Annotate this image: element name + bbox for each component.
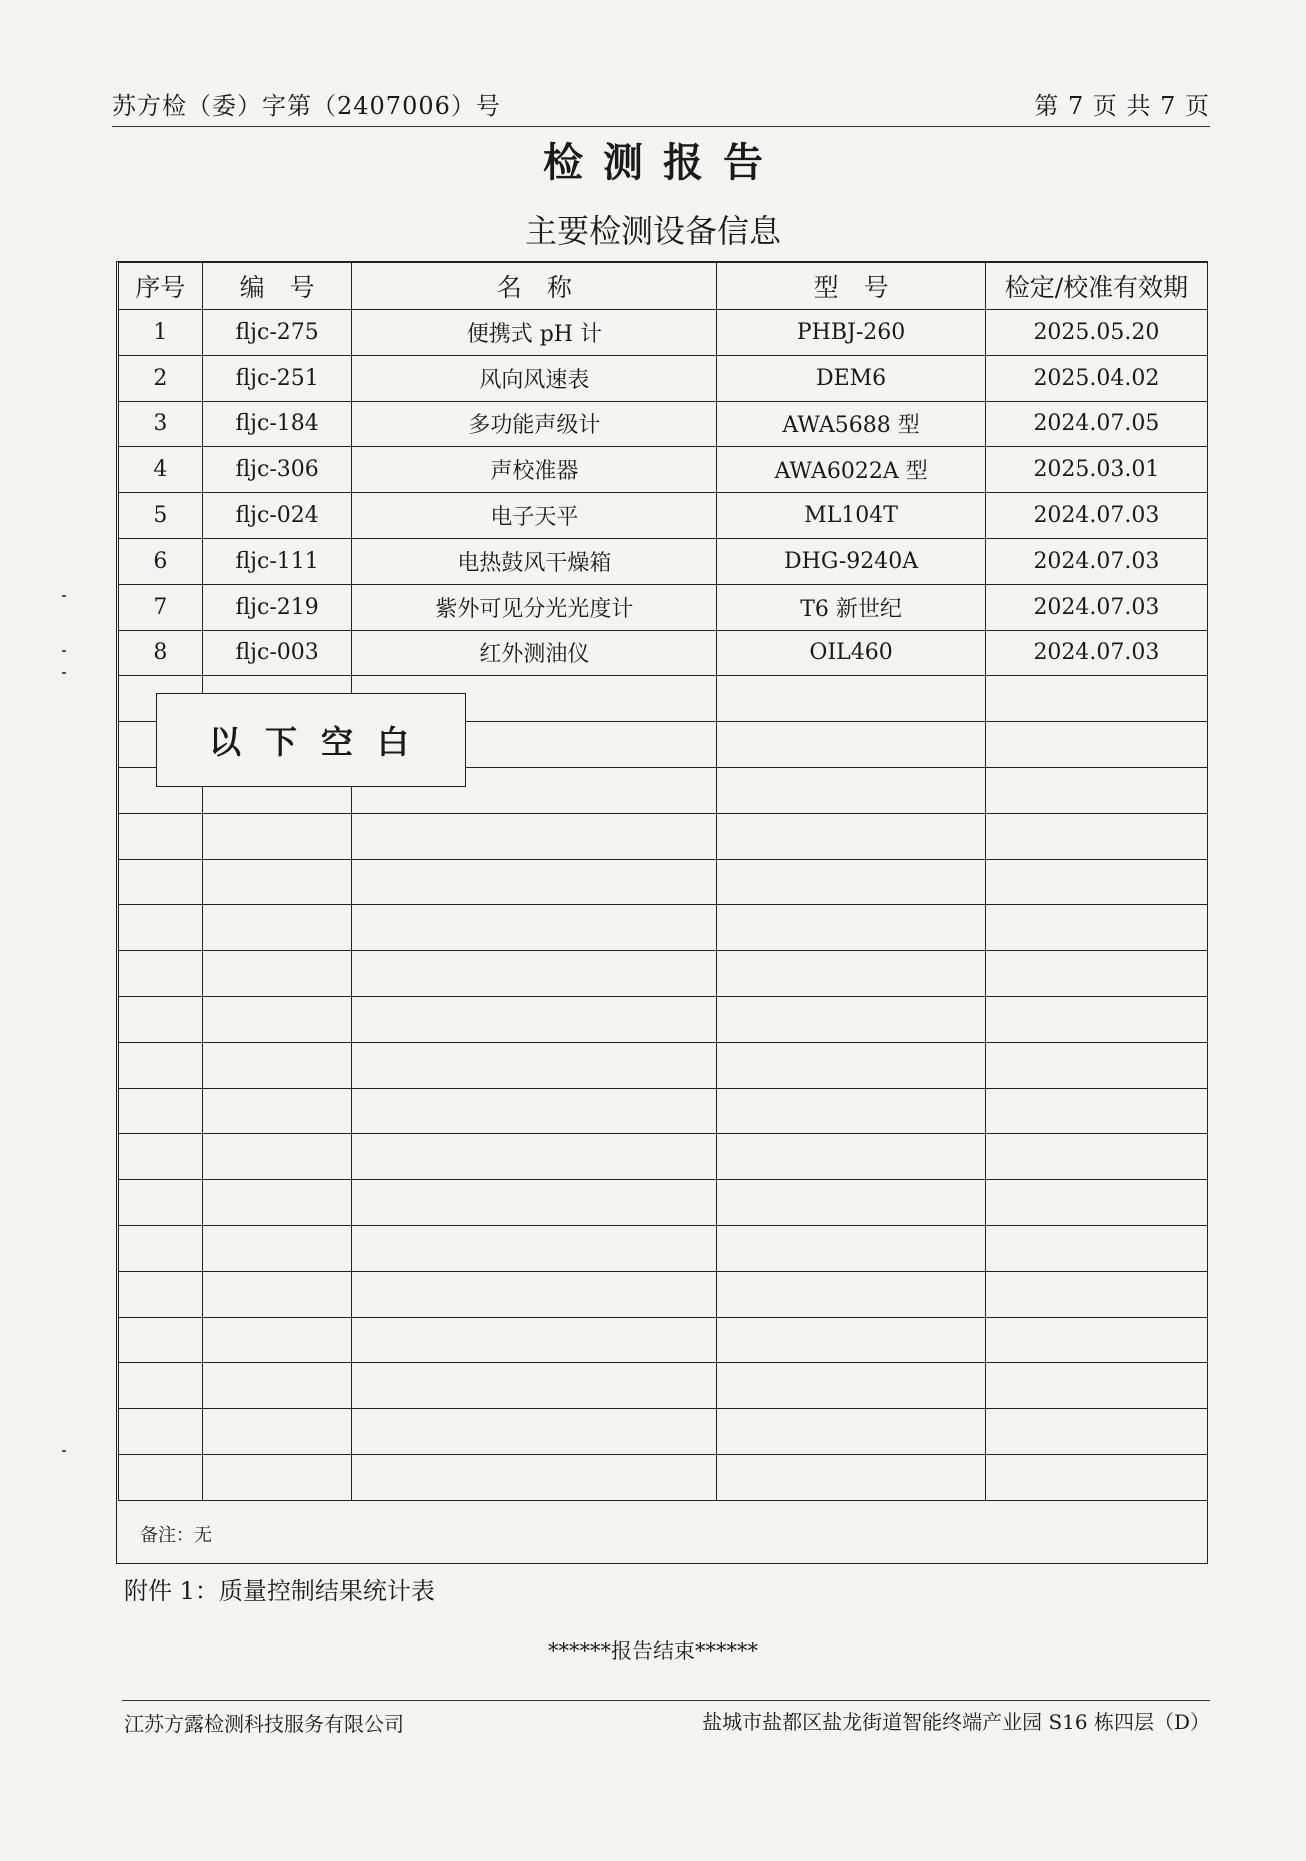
empty-row: [119, 1317, 1208, 1363]
empty-row: [119, 1088, 1208, 1134]
scan-mark: [62, 1450, 66, 1452]
cell-model: AWA5688 型: [717, 401, 986, 447]
cell-code: fljc-219: [202, 584, 352, 630]
cell-validity: 2024.07.03: [985, 584, 1207, 630]
document-subtitle: 主要检测设备信息: [524, 212, 781, 250]
empty-row: [119, 996, 1208, 1042]
empty-row: [119, 1454, 1208, 1500]
cell-name: 电热鼓风干燥箱: [352, 538, 717, 584]
cell-model: DEM6: [717, 355, 986, 401]
cell-model: PHBJ-260: [717, 310, 986, 356]
cell-code: fljc-024: [202, 493, 352, 539]
cell-no: 3: [119, 401, 203, 447]
col-header-no: 序号: [119, 263, 203, 310]
empty-row: [119, 813, 1208, 859]
scan-mark: [62, 650, 66, 652]
cell-name: 便携式 pH 计: [352, 310, 717, 356]
cell-code: fljc-003: [202, 630, 352, 676]
cell-model: AWA6022A 型: [717, 447, 986, 493]
report-number: 苏方检（委）字第（2407006）号: [112, 92, 501, 120]
cell-name: 电子天平: [352, 493, 717, 539]
cell-name: 紫外可见分光光度计: [352, 584, 717, 630]
table-row: [119, 310, 1208, 356]
col-header-code: 编 号: [202, 263, 352, 310]
empty-row: [119, 859, 1208, 905]
cell-validity: 2025.05.20: [985, 310, 1207, 356]
empty-row: [119, 1134, 1208, 1180]
cell-validity: 2024.07.03: [985, 493, 1207, 539]
cell-no: 1: [119, 310, 203, 356]
empty-row: [119, 1409, 1208, 1455]
empty-row: [119, 905, 1208, 951]
empty-row: [119, 1225, 1208, 1271]
cell-name: 风向风速表: [352, 355, 717, 401]
footer-divider: [122, 1700, 1210, 1701]
footer-address: 盐城市盐都区盐龙街道智能终端产业园 S16 栋四层（D）: [702, 1710, 1210, 1734]
table-row: [119, 401, 1208, 447]
document-title: 检测报告: [543, 139, 783, 186]
table-row: [119, 493, 1208, 539]
report-end-marker: ******报告结束******: [548, 1639, 758, 1663]
scan-mark: [62, 672, 66, 674]
scan-mark: [62, 595, 66, 597]
cell-no: 4: [119, 447, 203, 493]
cell-code: fljc-251: [202, 355, 352, 401]
cell-model: T6 新世纪: [717, 584, 986, 630]
cell-model: DHG-9240A: [717, 538, 986, 584]
cell-no: 7: [119, 584, 203, 630]
cell-model: OIL460: [717, 630, 986, 676]
cell-code: fljc-111: [202, 538, 352, 584]
col-header-validity: 检定/校准有效期: [985, 263, 1207, 310]
cell-no: 2: [119, 355, 203, 401]
table-row: [119, 630, 1208, 676]
remarks: 备注：无: [140, 1525, 212, 1546]
cell-model: ML104T: [717, 493, 986, 539]
cell-validity: 2024.07.03: [985, 630, 1207, 676]
equipment-table: [118, 262, 1208, 1501]
cell-validity: 2025.03.01: [985, 447, 1207, 493]
empty-row: [119, 951, 1208, 997]
cell-no: 5: [119, 493, 203, 539]
cell-no: 8: [119, 630, 203, 676]
cell-code: fljc-275: [202, 310, 352, 356]
cell-no: 6: [119, 538, 203, 584]
cell-name: 声校准器: [352, 447, 717, 493]
cell-validity: 2024.07.03: [985, 538, 1207, 584]
table-row: [119, 538, 1208, 584]
header-divider: [112, 126, 1210, 127]
page-info: 第 7 页 共 7 页: [1034, 92, 1210, 120]
empty-row: [119, 1271, 1208, 1317]
table-header-row: [119, 263, 1208, 310]
cell-code: fljc-306: [202, 447, 352, 493]
empty-row: [119, 1042, 1208, 1088]
table-row: [119, 584, 1208, 630]
table-row: [119, 355, 1208, 401]
cell-validity: 2025.04.02: [985, 355, 1207, 401]
col-header-model: 型 号: [717, 263, 986, 310]
empty-row: [119, 1180, 1208, 1226]
col-header-name: 名 称: [352, 263, 717, 310]
footer-company: 江苏方露检测科技服务有限公司: [124, 1712, 404, 1736]
cell-validity: 2024.07.05: [985, 401, 1207, 447]
attachment-note: 附件 1：质量控制结果统计表: [124, 1577, 435, 1605]
cell-name: 多功能声级计: [352, 401, 717, 447]
empty-row: [119, 1363, 1208, 1409]
table-row: [119, 447, 1208, 493]
cell-code: fljc-184: [202, 401, 352, 447]
cell-name: 红外测油仪: [352, 630, 717, 676]
blank-below-stamp: 以下空白: [156, 693, 466, 787]
